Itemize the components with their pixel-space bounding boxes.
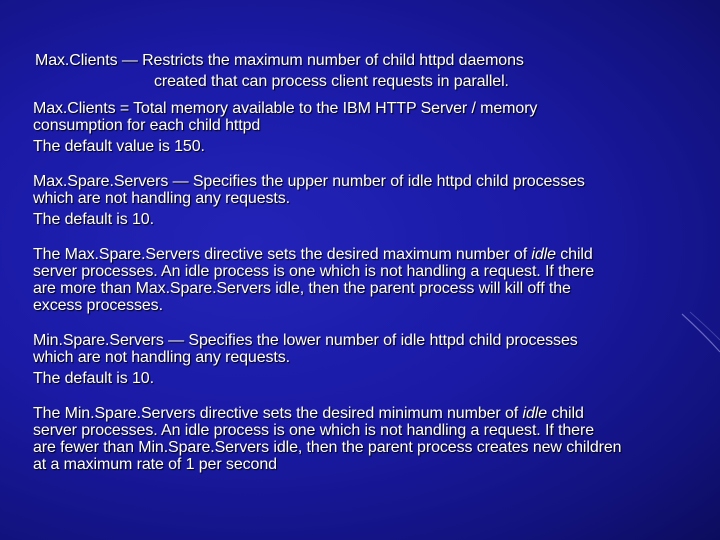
minspare-directive-line1-before: The Min.Spare.Servers directive sets the desired minimum number of [33, 405, 523, 422]
maxspare-directive-line2: server processes. An idle process is one which is not handling a request. If there [33, 263, 594, 280]
maxspare-directive-line4: excess processes. [33, 297, 163, 314]
minspare-line2: which are not handling any requests. [33, 349, 291, 366]
maxclients-line2: created that can process client requests in parallel. [154, 73, 509, 90]
maxclients-formula-line1: Max.Clients = Total memory available to the IBM HTTP Server / memory [33, 100, 538, 117]
maxclients-line1: Max.Clients — Restricts the maximum number of child httpd daemons [35, 52, 524, 69]
maxspare-directive-line3: are more than Max.Spare.Servers idle, then the parent process will kill off the [33, 280, 571, 297]
maxspare-directive-line1-after: child [555, 246, 593, 263]
maxspare-default: The default is 10. [33, 211, 154, 228]
minspare-line1: Min.Spare.Servers — Specifies the lower number of idle httpd child processes [33, 332, 578, 349]
minspare-directive-line1-italic: idle [522, 405, 548, 422]
minspare-directive-line2: server processes. An idle process is one which is not handling a request. If there [33, 422, 594, 439]
decorative-arc-icon [680, 300, 720, 360]
minspare-directive-section [33, 405, 708, 473]
minspare-directive-line1 [33, 405, 708, 422]
minspare-directive-line4: at a maximum rate of 1 per second [33, 456, 277, 473]
maxspare-section [33, 173, 708, 228]
maxspare-directive-line1 [33, 246, 708, 263]
minspare-default: The default is 10. [33, 370, 154, 387]
slide-body [33, 52, 708, 473]
maxspare-directive-line1-italic: idle [531, 246, 556, 263]
minspare-section [33, 332, 708, 387]
maxspare-line2: which are not handling any requests. [33, 190, 291, 207]
maxspare-directive-section [33, 246, 708, 314]
minspare-directive-line3: are fewer than Min.Spare.Servers idle, then the parent process creates new children [33, 439, 622, 456]
maxspare-line1: Max.Spare.Servers — Specifies the upper number of idle httpd child processes [33, 173, 585, 190]
maxclients-section [33, 52, 708, 155]
maxclients-default: The default value is 150. [33, 138, 205, 155]
minspare-directive-line1-after: child [547, 405, 584, 422]
maxclients-formula-line2: consumption for each child httpd [33, 117, 261, 134]
maxspare-directive-line1-before: The Max.Spare.Servers directive sets the desired maximum number of [33, 246, 532, 263]
